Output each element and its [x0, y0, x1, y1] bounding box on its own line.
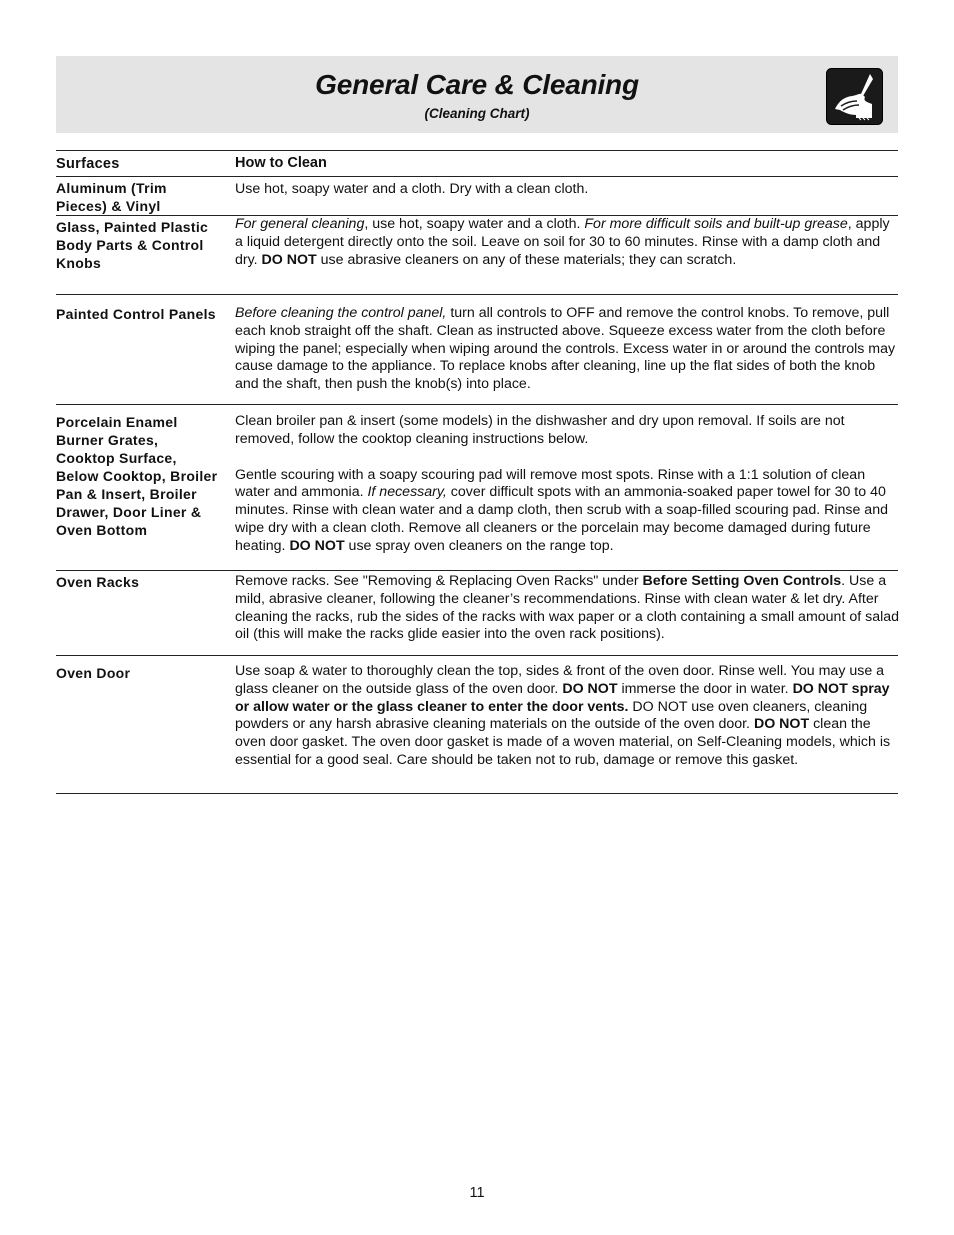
surface-cell: Oven Door: [56, 665, 131, 681]
table-row: [56, 295, 898, 405]
text-run: use spray oven cleaners on the range top.: [344, 537, 614, 554]
column-header-surfaces: Surfaces: [56, 156, 120, 172]
text-run: clean the oven door gasket. The oven door gasket is made of a woven material, on Self-Cleaning models, which is essential for a good seal. Care should be taken not to rub, damage or remove this gasket.: [235, 716, 891, 768]
table-header-row: [56, 150, 898, 177]
text-run: , apply a liquid detergent directly onto the soil. Leave on soil for 30 to 60 minutes. Rinse with a damp cloth and dry.: [235, 216, 890, 268]
table-row: [56, 405, 898, 571]
paragraph: [235, 305, 899, 394]
paragraph: [235, 181, 899, 199]
hand-wiping-icon: [826, 68, 883, 125]
table-row: [56, 571, 898, 656]
text-run: Remove racks. See "Removing & Replacing Oven Racks" under: [235, 573, 643, 589]
page-number: 11: [469, 1185, 485, 1201]
how-to-clean-cell: [235, 573, 899, 644]
cleaning-chart-table: [56, 150, 898, 794]
surface-cell: Oven Racks: [56, 574, 140, 590]
surface-cell: Aluminum (Trim Pieces) & Vinyl: [56, 180, 167, 214]
bold-text: Before Setting Oven Controls: [642, 573, 842, 589]
page-title: General Care & Cleaning: [315, 69, 639, 100]
how-to-clean-cell: [235, 216, 899, 269]
text-run: Clean broiler pan & insert (some models) in the dishwasher and dry upon removal. If soils are not removed, follow the cooktop cleaning instructions below.: [235, 413, 845, 447]
surface-cell: Glass, Painted Plastic Body Parts & Control Knobs: [56, 219, 209, 271]
how-to-clean-cell: [235, 181, 899, 199]
table-row: [56, 177, 898, 216]
paragraph: [235, 663, 899, 770]
text-run: . Use a mild, abrasive cleaner, following the cleaner’s recommendations. Rinse with clean water & let dry. After cleaning the racks, rub the sides of the racks with wax paper or a cloth containing a small amount of salad oil (this will make the racks glide easier into the oven rack positions).: [235, 573, 900, 643]
bold-text: DO NOT: [289, 537, 345, 554]
text-run: DO NOT use oven cleaners, cleaning powders or any harsh abrasive cleaning materials on the outside of the oven door.: [235, 698, 868, 733]
text-run: immerse the door in water.: [617, 680, 793, 697]
how-to-clean-cell: [235, 305, 899, 394]
bold-text: DO NOT: [562, 680, 618, 697]
paragraph: [235, 216, 899, 269]
surface-cell: Painted Control Panels: [56, 306, 216, 322]
table-row: [56, 656, 898, 794]
how-to-clean-cell: [235, 413, 899, 556]
column-header-how-to-clean: How to Clean: [235, 155, 327, 171]
text-run: turn all controls to OFF and remove the control knobs. To remove, pull each knob straight off the shaft. Clean as instructed above. Squeeze excess water from the cloth before wiping the panel; especially when wiping around the controls. Excess water in or around the controls may cause damage to the appliance. To replace knobs after cleaning, line up the flat sides of both the knob and the shaft, then push the knob(s) into place.: [235, 305, 896, 393]
how-to-clean-cell: [235, 663, 899, 770]
italic-text: If necessary,: [367, 484, 447, 501]
surface-cell: Porcelain Enamel Burner Grates, Cooktop Surface, Below Cooktop, Broiler Pan & Insert, Broiler Drawer, Door Liner & Oven Bottom: [56, 414, 218, 538]
bold-text: DO NOT spray or allow water or the glass cleaner to enter the door vents.: [235, 680, 890, 715]
text-run: cover difficult spots with an ammonia-soaked paper towel for 30 to 40 minutes. Rinse with clean water and a damp cloth, then scrub with a soap-filled scouring pad. Rinse and wipe dry with a clean cloth. Remove all cleaners or the porcelain may become damaged during future heating.: [235, 484, 888, 554]
text-run: Use hot, soapy water and a cloth. Dry with a clean cloth.: [235, 181, 589, 197]
italic-text: Before cleaning the control panel,: [235, 305, 447, 321]
bold-text: DO NOT: [753, 716, 810, 733]
page-subtitle: (Cleaning Chart): [424, 106, 530, 121]
paragraph: [235, 573, 899, 644]
paragraph: [235, 467, 899, 556]
text-run: Gentle scouring with a soapy scouring pad will remove most spots. Rinse with a 1:1 solution of clean water and ammonia.: [235, 466, 866, 501]
bold-text: DO NOT: [261, 251, 317, 268]
italic-text: For more difficult soils and built-up grease: [584, 216, 848, 232]
italic-text: For general cleaning: [235, 216, 365, 232]
text-run: use abrasive cleaners on any of these materials; they can scratch.: [316, 251, 737, 268]
text-run: Use soap & water to thoroughly clean the top, sides & front of the oven door. Rinse well. You may use a glass cleaner on the outside glass of the oven door.: [235, 663, 885, 697]
paragraph: [235, 413, 899, 449]
text-run: , use hot, soapy water and a cloth.: [364, 216, 585, 232]
table-row: [56, 216, 898, 295]
page-header: [56, 56, 898, 133]
